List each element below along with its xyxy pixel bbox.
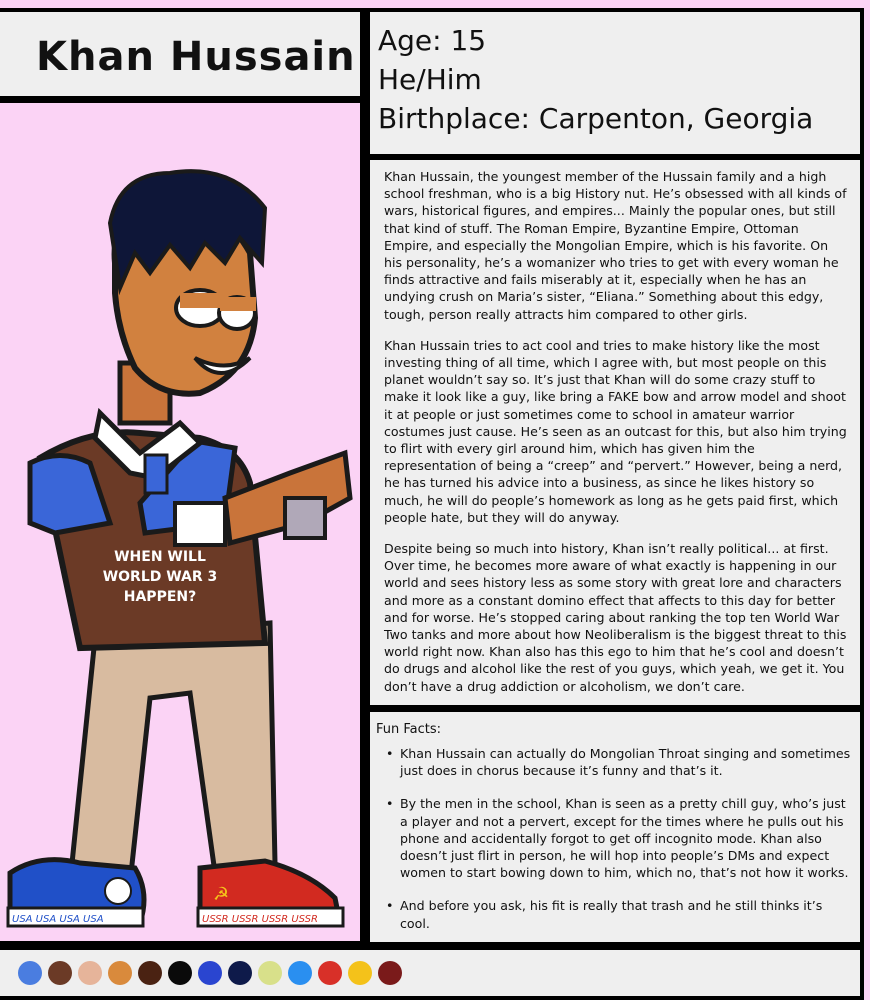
color-swatch [288, 961, 312, 985]
bio-paragraph-1: Khan Hussain, the youngest member of the Hussain family and a high school freshman, who is a big History nut. He’s obsessed with all kinds of wars, historical figures, and empires... Mainly the popular ones, but still that kind of stuff. The Roman Empire, Byzantine Empire, Ottoman Empire, and especially the Mongolian Empire, which is his favorite. On his personality, he’s a womanizer who tries to get with every woman he finds attractive and fails miserably at it, especially when he has an undying crush on Maria’s sister, “Eliana.” Something about this edgy, tough, person really attracts him compared to other girls. [384, 169, 847, 322]
color-swatch [348, 961, 372, 985]
fun-fact-item: • Khan Hussain can actually do Mongolian Throat singing and sometimes just does in chorus because it’s funny and that’s it. [386, 745, 852, 779]
pronouns-label: He/Him [378, 63, 482, 96]
color-swatch [48, 961, 72, 985]
shirt-cuff [175, 503, 225, 545]
bio-paragraph-3: Despite being so much into history, Khan isn’t really political... at first. Over time, he becomes more aware of what exactly is happening in our world and sees history less as some story with great lore and characters and more as a constant domino effect that affects to this day for better and for worse. He’s stopped caring about ranking the top ten World War Two tanks and more about how Neoliberalism is the biggest threat to this world right now. Khan also has this ego to him that he’s cool and doesn’t do drugs and alcohol like the rest of you guys, which yeah, we get it. You don’t have a drug addiction or alcoholism, we don’t care. [384, 541, 847, 694]
name-panel [0, 12, 360, 96]
color-swatch [198, 961, 222, 985]
fun-fact-item: • By the men in the school, Khan is seen as a pretty chill guy, who’s just a player and not a pervert, except for the times where he pulls out his phone and accidentally forgot to get off incognito mode. Khan also doesn’t just flirt in person, he will hop into people’s DMs and expect women to start bowing down to him, which no, that’s not how it works. [386, 795, 852, 881]
bio-paragraph-2: Khan Hussain tries to act cool and tries to make history like the most investing thing of all time, which I agree with, but most people on this planet wouldn’t say so. It’s just that Khan will do some crazy stuff to make it look like a guy, like bring a FAKE bow and arrow model and shoot it at people or just sometimes come to school in amateur warrior costumes just cause. He’s seen as an outcast for this, but also him trying to flirt with every girl around him, which has given him the representation of being a “creep” and “pervert.” However, being a nerd, he has turned his advice into a business, as since he likes history so much, he will do people’s homework as long as he gets paid first, which people hate, but they will do anyway. [384, 337, 847, 525]
right-border-strip [864, 0, 870, 1000]
shirt-text-line-3: HAPPEN? [123, 589, 197, 605]
info-panel [370, 12, 860, 154]
color-swatch [318, 961, 342, 985]
hammer-sickle-icon: ☭ [213, 884, 230, 905]
left-eyelid [180, 293, 225, 308]
fun-facts-list [376, 745, 852, 932]
biography-panel [370, 160, 860, 705]
right-eyelid [220, 297, 256, 311]
color-swatch [108, 961, 132, 985]
right-shoe-text: USSR USSR USSR USSR [202, 914, 318, 925]
character-illustration [0, 103, 360, 941]
fun-fact-item: • And before you ask, his fit is really that trash and he still thinks it’s cool. [386, 897, 852, 931]
shirt-text-line-2: WORLD WAR 3 [102, 569, 218, 585]
color-swatch [78, 961, 102, 985]
pants [70, 623, 275, 883]
left-shoe-text: USA USA USA USA [12, 914, 104, 925]
top-border-strip [0, 0, 870, 8]
watch [285, 498, 325, 538]
character-art-panel [0, 103, 360, 941]
fun-facts-panel [370, 712, 860, 942]
fun-facts-heading: Fun Facts: [376, 722, 442, 737]
color-swatch [228, 961, 252, 985]
color-swatch [18, 961, 42, 985]
color-swatch [168, 961, 192, 985]
color-swatch [378, 961, 402, 985]
birthplace-label: Birthplace: Carpenton, Georgia [378, 102, 814, 135]
star-icon [105, 878, 131, 904]
shirt-text-line-1: WHEN WILL [114, 549, 206, 565]
necktie [145, 455, 167, 493]
age-label: Age: 15 [378, 24, 487, 57]
character-name: Khan Hussain [36, 34, 356, 80]
color-palette-panel [0, 950, 860, 996]
color-swatch [138, 961, 162, 985]
color-swatch [258, 961, 282, 985]
